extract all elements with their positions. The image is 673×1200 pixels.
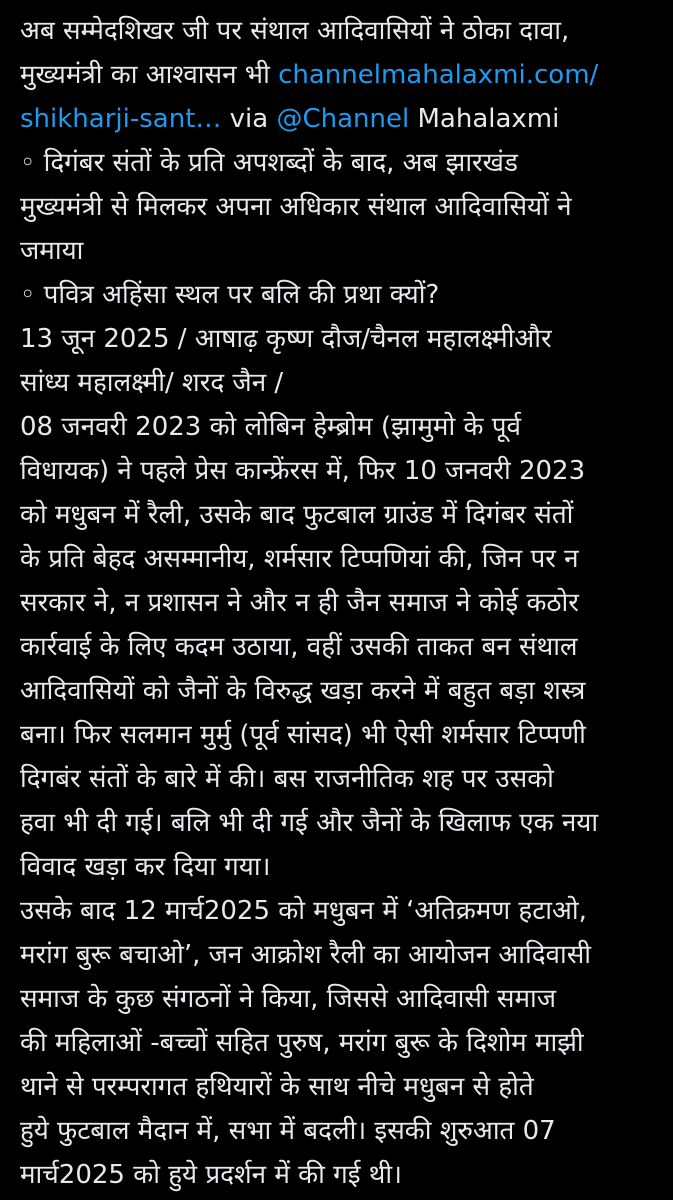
post-text-line: हवा भी दी गई। बलि भी दी गई और जैनों के खिलाफ एक नया (20, 808, 599, 838)
post-text-line: सरकार ने, न प्रशासन ने और न ही जैन समाज ने कोई कठोर (20, 588, 579, 618)
via-text: via (221, 104, 277, 134)
post-text-line: मार्च2025 को हुये प्रदर्शन में की गई थी। (20, 1160, 402, 1190)
post-text-line: ◦ दिगंबर संतों के प्रति अपशब्दों के बाद, अब झारखंड (20, 148, 518, 178)
post-text-line: विवाद खड़ा कर दिया गया। (20, 852, 271, 882)
post-link-line (20, 56, 661, 94)
mention-link[interactable]: @Channel (276, 104, 410, 134)
post-title-line: अब सम्मेदशिखर जी पर संथाल आदिवासियों ने ठोका दावा, (20, 16, 570, 46)
post-text-line: उसके बाद 12 मार्च2025 को मधुबन में ‘अतिक्रमण हटाओ, (20, 896, 587, 926)
post-text-line: थाने से परम्परागत हथियारों के साथ नीचे मधुबन से होते (20, 1072, 534, 1102)
post-text-line: मुख्यमंत्री से मिलकर अपना अधिकार संथाल आदिवासियों ने (20, 192, 572, 222)
post-text-line: के प्रति बेहद असम्मानीय, शर्मसार टिप्पणियां की, जिन पर न (20, 544, 579, 574)
post-text: मुख्यमंत्री का आश्वासन भी (20, 60, 279, 90)
post-text-line: 13 जून 2025 / आषाढ़ कृष्ण दौज/चैनल महालक्ष्मीऔर (20, 324, 552, 354)
post-text-line: को मधुबन में रैली, उसके बाद फुटबाल ग्राउंड में दिगंबर संतों (20, 500, 574, 530)
post-text-line: ◦ पवित्र अहिंसा स्थल पर बलि की प्रथा क्यों? (20, 280, 440, 310)
post-text-line: 08 जनवरी 2023 को लोबिन हेम्ब्रोम (झामुमो के पूर्व (20, 412, 521, 442)
post-text-line: समाज के कुछ संगठनों ने किया, जिससे आदिवासी समाज (20, 984, 557, 1014)
post-text-line: विधायक) ने पहले प्रेस कान्फ्रेंरस में, फिर 10 जनवरी 2023 (20, 456, 586, 486)
post-text-line: बना। फिर सलमान मुर्मु (पूर्व सांसद) भी ऐसी शर्मसार टिप्पणी (20, 720, 586, 750)
post-text-line: मरांग बुरू बचाओ’, जन आक्रोश रैली का आयोजन आदिवासी (20, 940, 592, 970)
post-text-line: की महिलाओं -बच्चों सहित पुरुष, मरांग बुरू के दिशोम माझी (20, 1028, 584, 1058)
mention-suffix: Mahalaxmi (409, 104, 560, 134)
post-via-line (20, 100, 661, 138)
post-text-line: कार्रवाई के लिए कदम उठाया, वहीं उसकी ताकत बन संथाल (20, 632, 578, 662)
article-link-continued[interactable]: shikharji-sant… (20, 104, 222, 134)
post-text-line: सांध्य महालक्ष्मी/ शरद जैन / (20, 368, 284, 398)
post-text-line: हुये फुटबाल मैदान में, सभा में बदली। इसकी शुरुआत 07 (20, 1116, 556, 1146)
post-text-line: जमाया (20, 236, 84, 266)
post-text-line: आदिवासियों को जैनों के विरुद्ध खड़ा करने में बहुत बड़ा शस्त्र (20, 676, 586, 706)
article-link[interactable]: channelmahalaxmi.com/ (278, 60, 599, 90)
post-text-line: दिगबंर संतों के बारे में की। बस राजनीतिक शह पर उसको (20, 764, 554, 794)
